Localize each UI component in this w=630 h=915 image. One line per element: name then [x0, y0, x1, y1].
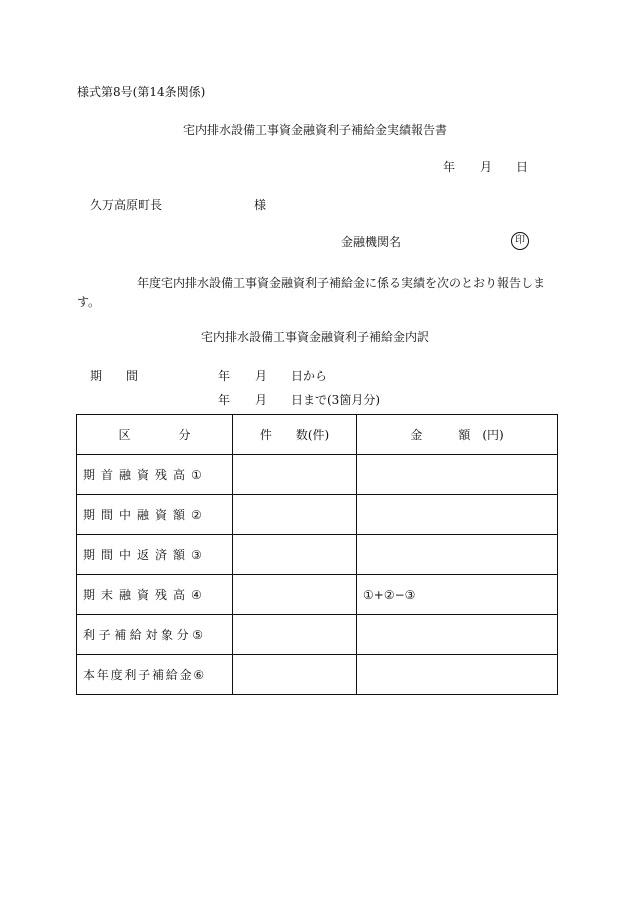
- financial-institution-label: 金融機関名: [341, 235, 402, 249]
- row-category-cell: [77, 655, 233, 695]
- row-label: 本年度利子補給金: [83, 668, 194, 682]
- row-label: 期間中返済額: [83, 548, 192, 562]
- row-amount-cell[interactable]: [357, 615, 558, 655]
- row-label: 期間中融資額: [83, 508, 192, 522]
- row-amount-cell[interactable]: [357, 495, 558, 535]
- row-label: 期首融資残高: [83, 468, 192, 482]
- report-statement: 年度宅内排水設備工事資金融資利子補給金に係る実績を次のとおり報告します。: [77, 276, 546, 309]
- row-count-cell[interactable]: [233, 535, 357, 575]
- table-row: [77, 455, 558, 495]
- table-row: [77, 575, 558, 615]
- addressee-suffix: 様: [254, 198, 267, 212]
- period-label: 期間: [90, 369, 163, 383]
- row-mark: ⑥: [193, 668, 205, 682]
- addressee: 久万高原町長: [90, 198, 163, 212]
- row-mark: ③: [191, 548, 202, 562]
- period-start-year: 年: [218, 369, 231, 383]
- breakdown-table: [76, 414, 558, 695]
- row-amount-cell[interactable]: [357, 455, 558, 495]
- form-number: 様式第8号(第14条関係): [77, 85, 206, 99]
- row-count-cell[interactable]: [233, 495, 357, 535]
- row-category-cell: [77, 575, 233, 615]
- header-count: 件 数(件): [233, 415, 357, 455]
- row-category-cell: [77, 535, 233, 575]
- row-label: 利子補給対象分: [83, 628, 193, 642]
- period-end-month: 月: [255, 393, 268, 407]
- row-mark: ②: [191, 508, 202, 522]
- document-title: 宅内排水設備工事資金融資利子補給金実績報告書: [182, 123, 447, 137]
- date-day-label: 日: [516, 160, 529, 174]
- date-year-label: 年: [443, 160, 456, 174]
- row-category-cell: [77, 615, 233, 655]
- row-count-cell[interactable]: [233, 455, 357, 495]
- seal-mark: 印: [511, 232, 529, 250]
- table-row: [77, 655, 558, 695]
- table-row: [77, 535, 558, 575]
- row-category-cell: [77, 495, 233, 535]
- period-start-day: 日から: [291, 369, 328, 383]
- row-amount-cell[interactable]: [357, 535, 558, 575]
- period-end-year: 年: [218, 393, 231, 407]
- header-category: 区 分: [77, 415, 233, 455]
- breakdown-title: 宅内排水設備工事資金融資利子補給金内訳: [200, 330, 429, 344]
- table-header-row: [77, 415, 558, 455]
- row-count-cell[interactable]: [233, 655, 357, 695]
- row-count-cell[interactable]: [233, 575, 357, 615]
- period-start-month: 月: [255, 369, 268, 383]
- row-category-cell: [77, 455, 233, 495]
- header-amount: 金 額 (円): [357, 415, 558, 455]
- row-amount-cell[interactable]: ①+②−③: [357, 575, 558, 615]
- period-end-day: 日まで(3箇月分): [291, 393, 380, 407]
- date-month-label: 月: [480, 160, 493, 174]
- row-mark: ④: [191, 588, 202, 602]
- row-mark: ①: [191, 468, 202, 482]
- row-mark: ⑤: [192, 628, 203, 642]
- row-amount-cell[interactable]: [357, 655, 558, 695]
- table-row: [77, 615, 558, 655]
- table-row: [77, 495, 558, 535]
- row-count-cell[interactable]: [233, 615, 357, 655]
- row-label: 期末融資残高: [83, 588, 192, 602]
